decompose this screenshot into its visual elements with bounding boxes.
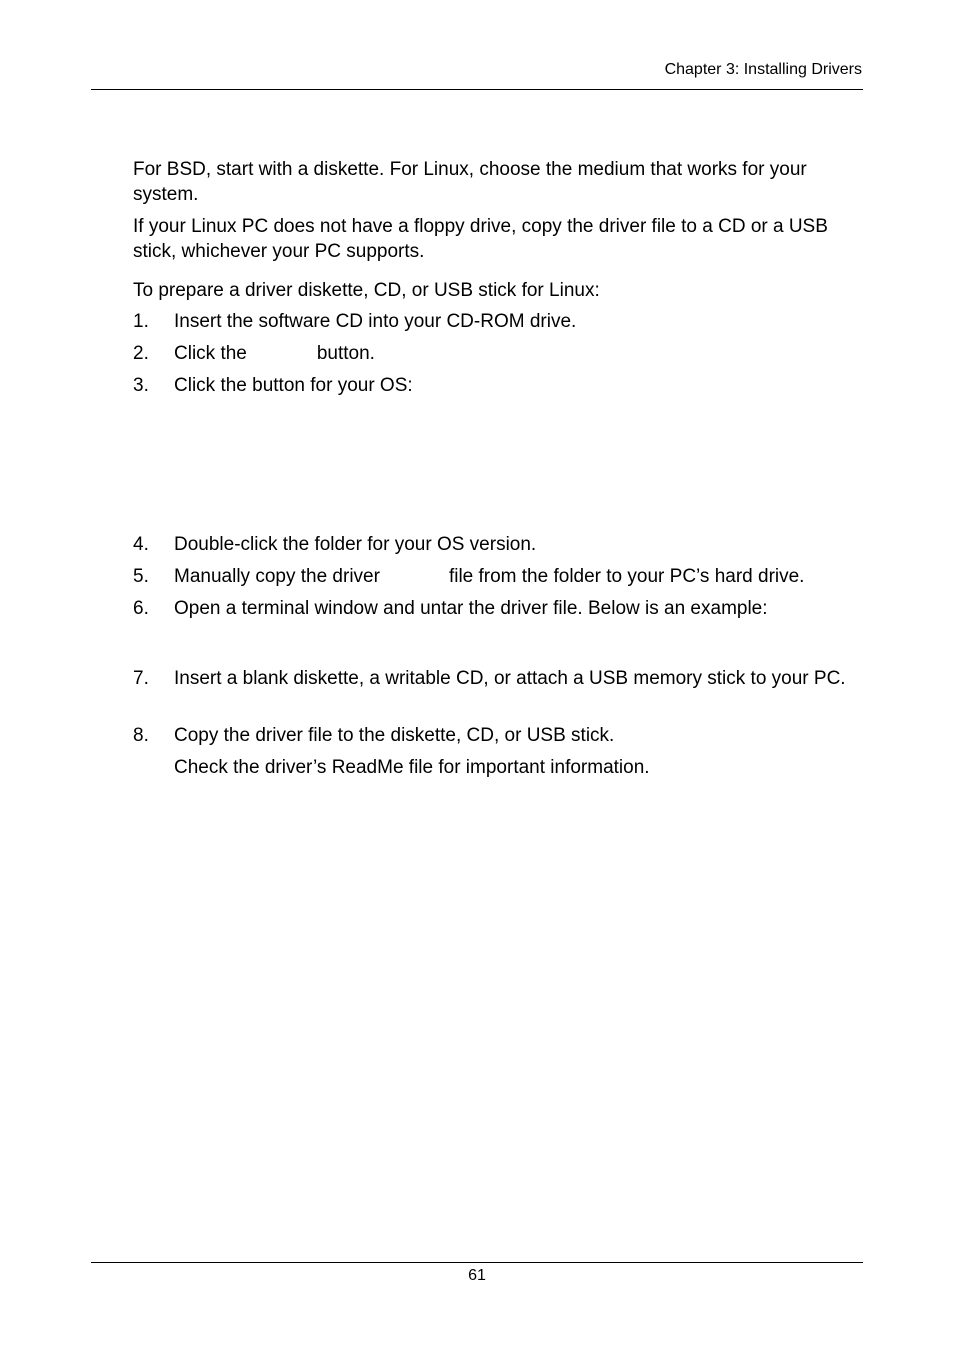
step-number: 2.	[133, 343, 149, 364]
step-text	[174, 564, 868, 589]
step-number: 5.	[133, 566, 149, 587]
step-text: Open a terminal window and untar the driver file. Below is an example:	[174, 598, 768, 619]
step-text-after: button.	[316, 343, 375, 364]
intro-paragraph-2: If your Linux PC does not have a floppy drive, copy the driver file to a CD or a USB stick, whichever your PC supports.	[133, 216, 828, 262]
header-rule	[91, 89, 863, 90]
page-number: 61	[468, 1267, 486, 1284]
step-text: Copy the driver file to the diskette, CD, or USB stick.	[174, 725, 615, 746]
intro-paragraph-1: For BSD, start with a diskette. For Linux, choose the medium that works for your system.	[133, 159, 807, 205]
step-text: Insert the software CD into your CD-ROM drive.	[174, 311, 577, 332]
readme-note: Check the driver’s ReadMe file for important information.	[174, 757, 650, 778]
footer-rule	[91, 1262, 863, 1263]
step-number: 1.	[133, 311, 149, 332]
step-number: 4.	[133, 534, 149, 555]
step-number: 8.	[133, 725, 149, 746]
step-number: 3.	[133, 375, 149, 396]
step-text: Insert a blank diskette, a writable CD, or attach a USB memory stick to your PC.	[174, 668, 846, 689]
step-text-before: Manually copy the driver	[174, 566, 380, 587]
step-text: Double-click the folder for your OS version.	[174, 534, 537, 555]
step-text: Click the button for your OS:	[174, 375, 413, 396]
procedure-intro: To prepare a driver diskette, CD, or USB stick for Linux:	[133, 280, 600, 301]
step-text-before: Click the	[174, 343, 247, 364]
chapter-title: Chapter 3: Installing Drivers	[664, 61, 862, 78]
step-text	[174, 341, 868, 366]
step-text-after: file from the folder to your PC’s hard drive.	[448, 566, 805, 587]
step-number: 7.	[133, 668, 149, 689]
step-number: 6.	[133, 598, 149, 619]
